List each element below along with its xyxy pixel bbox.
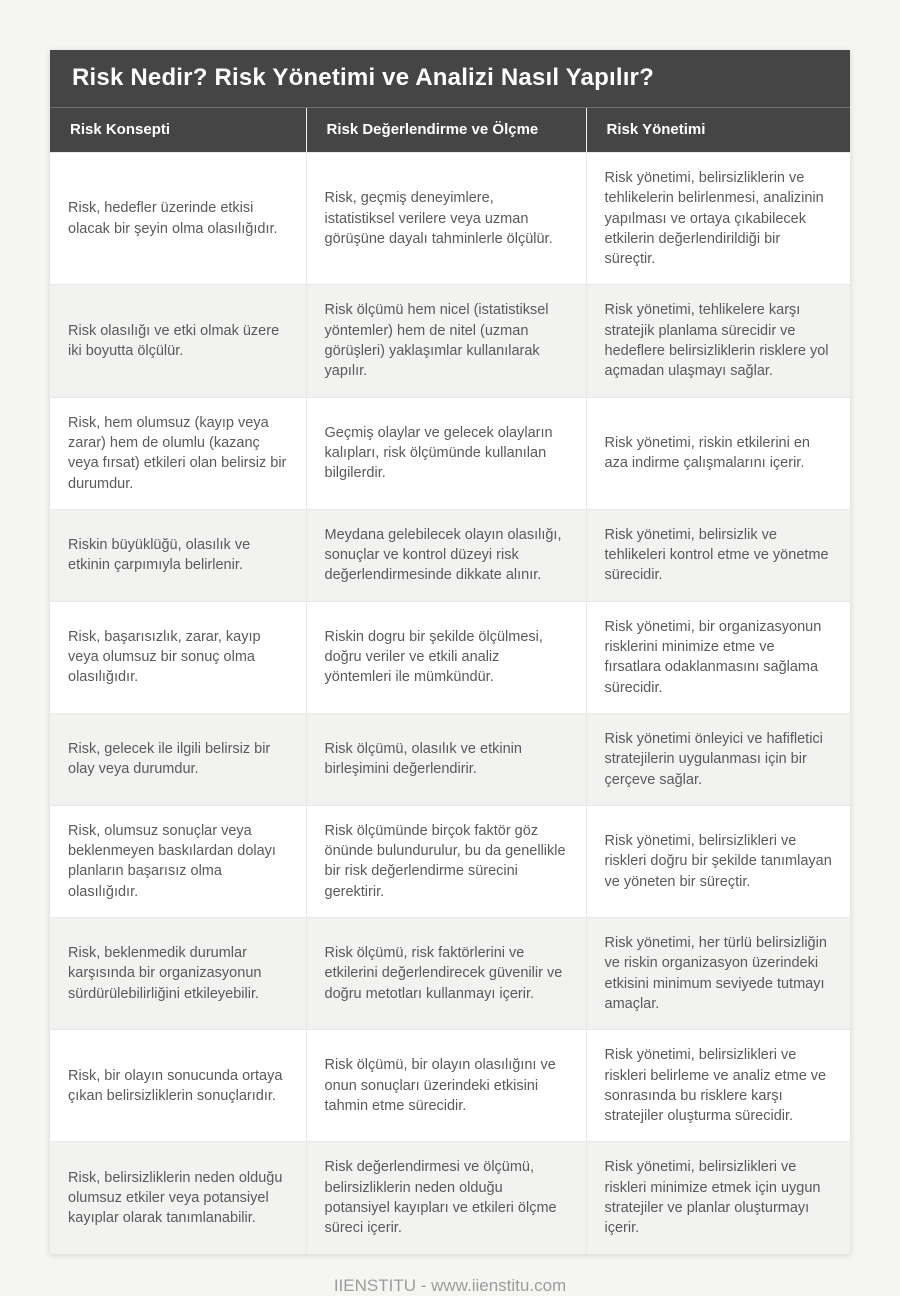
table-cell: Risk yönetimi, belirsizliklerin ve tehlikelerin belirlenmesi, analizinin yapılması ve ortaya çıkabilecek etkilerin değerlendirildiği bir süreçtir. [586,153,850,285]
table-cell: Risk yönetimi, belirsizlikleri ve riskleri belirleme ve analiz etme ve sonrasında bu risklere karşı stratejiler oluşturma sürecidir. [586,1030,850,1142]
table-row [50,153,850,285]
footer-credit: IIENSTITU - www.iienstitu.com [333,1275,567,1295]
table-cell: Risk, olumsuz sonuçlar veya beklenmeyen baskılardan dolayı planların başarısız olma olasılığıdır. [50,805,306,917]
table-cell: Risk yönetimi, bir organizasyonun risklerini minimize etme ve fırsatlara odaklanmasını sağlama sürecidir. [586,601,850,713]
table-cell: Meydana gelebilecek olayın olasılığı, sonuçlar ve kontrol düzeyi risk değerlendirmesinde dikkate alınır. [306,509,586,601]
table-row [50,397,850,509]
table-cell: Risk yönetimi, belirsizlik ve tehlikeleri kontrol etme ve yönetme sürecidir. [586,509,850,601]
table-cell: Risk, gelecek ile ilgili belirsiz bir olay veya durumdur. [50,713,306,805]
risk-table [50,108,850,1254]
table-cell: Risk, beklenmedik durumlar karşısında bir organizasyonun sürdürülebilirliğini etkileyebilir. [50,918,306,1030]
table-row [50,1142,850,1254]
table-cell: Risk, bir olayın sonucunda ortaya çıkan belirsizliklerin sonuçlarıdır. [50,1030,306,1142]
table-cell: Geçmiş olaylar ve gelecek olayların kalıpları, risk ölçümünde kullanılan bilgilerdir. [306,397,586,509]
table-cell: Risk yönetimi, her türlü belirsizliğin ve riskin organizasyon üzerindeki etkisini minimum seviyede tutmayı amaçlar. [586,918,850,1030]
column-header-risk-yonetimi: Risk Yönetimi [586,108,850,153]
table-cell: Risk ölçümü, bir olayın olasılığını ve onun sonuçları üzerindeki etkisini tahmin etme sürecidir. [306,1030,586,1142]
table-row [50,805,850,917]
table-cell: Risk ölçümünde birçok faktör göz önünde bulundurulur, bu da genellikle bir risk değerlendirme sürecini gerektirir. [306,805,586,917]
table-cell: Risk yönetimi, tehlikelere karşı stratejik planlama sürecidir ve hedeflere belirsizliklerin risklere yol açmadan ulaşmayı sağlar. [586,285,850,397]
table-cell: Risk, belirsizliklerin neden olduğu olumsuz etkiler veya potansiyel kayıplar olarak tanımlanabilir. [50,1142,306,1254]
column-header-risk-degerlendirme: Risk Değerlendirme ve Ölçme [306,108,586,153]
column-header-risk-konsepti: Risk Konsepti [50,108,306,153]
table-cell: Riskin büyüklüğü, olasılık ve etkinin çarpımıyla belirlenir. [50,509,306,601]
table-row [50,713,850,805]
table-row [50,918,850,1030]
table-cell: Risk ölçümü hem nicel (istatistiksel yöntemler) hem de nitel (uzman görüşleri) yaklaşımlar kullanılarak yapılır. [306,285,586,397]
table-cell: Riskin dogru bir şekilde ölçülmesi, doğru veriler ve etkili analiz yöntemleri ile mümkündür. [306,601,586,713]
table-header-row [50,108,850,153]
table-row [50,285,850,397]
page-title: Risk Nedir? Risk Yönetimi ve Analizi Nasıl Yapılır? [50,50,850,108]
table-row [50,601,850,713]
risk-info-card [50,50,850,1254]
table-cell: Risk yönetimi, riskin etkilerini en aza indirme çalışmalarını içerir. [586,397,850,509]
table-cell: Risk ölçümü, risk faktörlerini ve etkilerini değerlendirecek güvenilir ve doğru metotları kullanmayı içerir. [306,918,586,1030]
table-cell: Risk, hem olumsuz (kayıp veya zarar) hem de olumlu (kazanç veya fırsat) etkileri olan belirsiz bir durumdur. [50,397,306,509]
table-cell: Risk, başarısızlık, zarar, kayıp veya olumsuz bir sonuç olma olasılığıdır. [50,601,306,713]
table-cell: Risk ölçümü, olasılık ve etkinin birleşimini değerlendirir. [306,713,586,805]
table-row [50,509,850,601]
table-cell: Risk yönetimi önleyici ve hafifletici stratejilerin uygulanması için bir çerçeve sağlar. [586,713,850,805]
table-cell: Risk, geçmiş deneyimlere, istatistiksel verilere veya uzman görüşüne dayalı tahminlerle ölçülür. [306,153,586,285]
table-cell: Risk, hedefler üzerinde etkisi olacak bir şeyin olma olasılığıdır. [50,153,306,285]
table-cell: Risk yönetimi, belirsizlikleri ve riskleri minimize etmek için uygun stratejiler ve planlar oluşturmayı içerir. [586,1142,850,1254]
table-cell: Risk değerlendirmesi ve ölçümü, belirsizliklerin neden olduğu potansiyel kayıpları ve etkileri ölçme süreci içerir. [306,1142,586,1254]
table-cell: Risk yönetimi, belirsizlikleri ve riskleri doğru bir şekilde tanımlayan ve yöneten bir süreçtir. [586,805,850,917]
table-cell: Risk olasılığı ve etki olmak üzere iki boyutta ölçülür. [50,285,306,397]
table-row [50,1030,850,1142]
